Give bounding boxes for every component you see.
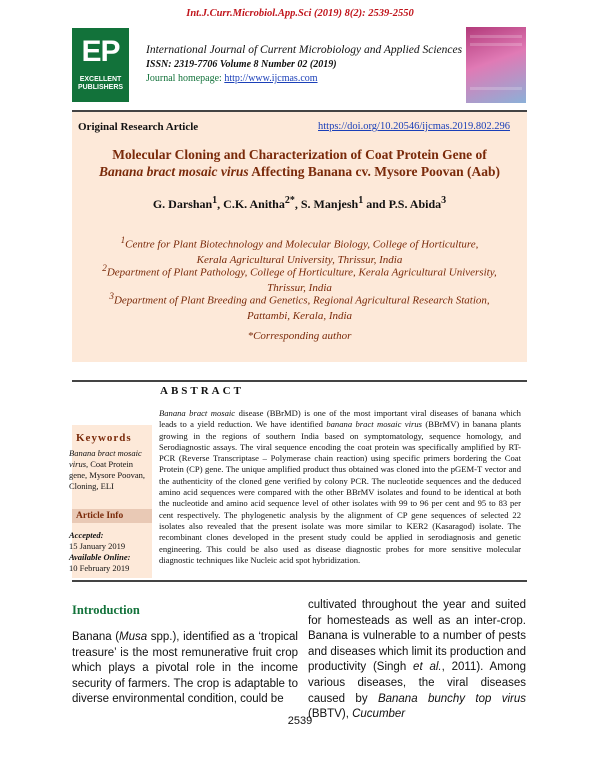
logo-text-2: PUBLISHERS bbox=[77, 84, 124, 91]
affiliation-3 bbox=[78, 289, 521, 324]
article-info-heading: Article Info bbox=[72, 509, 152, 523]
keyword-virus: Banana bract mosaic virus, bbox=[69, 448, 142, 469]
journal-title: International Journal of Current Microbiology and Applied Sciences bbox=[146, 44, 463, 56]
intro-segment: Banana ( bbox=[72, 631, 120, 643]
intro-column-left bbox=[72, 630, 298, 708]
abstract-segment: (BBrMV) in banana plants growing in the regions of southern India based on symptomatology, sequence homology, and Serodiagnostic assays. The viral sequence encoding the coat protein was specifically amplified by RT-PCR (Reverse Transcriptase – Polymerase chain reaction) using specific primers bordering the Coat Protein (CP) gene. The unique amplified product thus obtained was cloned into the pGEM-T vector and the authenticity of the cloned gene verified by colony PCR. The nucleotide sequences and the deduced amino acid sequences were compared with the other BBrMV isolates and found to be identical at both the nucleotide and amino acid sequence level of other isolates with 99 to 96 per cent and 95 to 83 per cent respectively. The phylogenetic analysis by the alignment of CP gene sequences of selected 22 isolates also revealed that the present isolate was more similar to KER2 (Kasaragod) isolate. The recombinant clones developed in the present study could be applied in serodiagnosis and genetic engineering. This could be also used as disease diagnostic probes for more sensitive molecular diagnostic techniques like Nucleic acid spot hybridization. bbox=[159, 419, 521, 565]
intro-segment: (BBTV), bbox=[308, 708, 353, 721]
author-sup: 1 bbox=[212, 195, 218, 206]
page-number: 2539 bbox=[287, 715, 313, 727]
intro-italic: Musa bbox=[119, 631, 148, 643]
abstract-italic: banana bract mosaic virus bbox=[326, 419, 422, 430]
online-date: 10 February 2019 bbox=[69, 563, 130, 573]
author-name: G. Darshan bbox=[152, 197, 213, 211]
abstract-heading: ABSTRACT bbox=[160, 385, 244, 397]
journal-homepage bbox=[146, 73, 318, 84]
affiliation-sup: 3 bbox=[109, 291, 114, 301]
affiliation-line: Kerala Agricultural University, Thrissur, India bbox=[196, 253, 403, 266]
abstract-text bbox=[159, 408, 521, 566]
doi-link[interactable]: https://doi.org/10.20546/ijcmas.2019.802.296 bbox=[318, 121, 511, 132]
affiliation-sup: 1 bbox=[120, 235, 126, 245]
author-sup: 2* bbox=[284, 195, 295, 206]
intro-italic: et al. bbox=[413, 661, 442, 674]
author-name: P.S. Abida bbox=[388, 197, 442, 211]
keywords-heading: Keywords bbox=[76, 432, 132, 444]
author-name: S. Manjesh bbox=[300, 197, 359, 211]
title-line-2-rest: Affecting Banana cv. Mysore Poovan (Aab) bbox=[248, 164, 501, 179]
intro-segment: spp.), identified as a ‘tropical treasure’ is the most remunerative fruit crop which plays a pivotal role in the income security of farmers. The crop is adaptable to diverse environmental condition, could be bbox=[72, 631, 298, 706]
keywords-list bbox=[69, 448, 149, 492]
author-list: G. Darshan$^1$, C.K. Anitha$^{2*}$, S. Manjesh$^1$ and P.S. Abida$^3$ bbox=[152, 195, 447, 211]
divider-middle bbox=[72, 380, 527, 382]
intro-italic: Cucumber bbox=[352, 708, 406, 721]
corresponding-author: *Corresponding author bbox=[247, 330, 352, 342]
affiliation-line: Department of Plant Breeding and Genetics, Regional Agricultural Research Station, bbox=[113, 294, 490, 307]
journal-reference: Int.J.Curr.Microbiol.App.Sci (2019) 8(2): 2539-2550 bbox=[186, 8, 414, 19]
intro-column-right bbox=[308, 598, 526, 723]
affiliation-sup: 2 bbox=[102, 263, 107, 273]
abstract-italic: Banana bract mosaic bbox=[159, 408, 236, 418]
affiliation-line: Department of Plant Pathology, College of Horticulture, Kerala Agricultural University, bbox=[106, 266, 497, 279]
accepted-date: 15 January 2019 bbox=[69, 541, 126, 551]
title-virus-name: Banana bract mosaic virus bbox=[98, 164, 249, 179]
intro-italic: Banana bunchy top virus bbox=[377, 692, 526, 705]
abstract-segment: disease (BBrMD) is one of the most important viral diseases of banana which leads to a yield reduction. We have identified bbox=[159, 408, 521, 430]
logo-letters: EP bbox=[81, 35, 120, 68]
divider-bottom bbox=[72, 580, 527, 582]
article-info bbox=[69, 530, 151, 574]
intro-segment: cultivated throughout the year and suited for homesteads as well as an inter-crop. Banana is vulnerable to a number of pests and diseases which limit its production and productivity (Singh bbox=[308, 599, 526, 674]
author-sup: 3 bbox=[441, 195, 447, 206]
intro-segment: , 2011). Among various diseases, the viral diseases caused by bbox=[308, 661, 526, 705]
accepted-label: Accepted: bbox=[69, 530, 104, 540]
issn-line: ISSN: 2319-7706 Volume 8 Number 02 (2019) bbox=[146, 59, 337, 70]
homepage-label: Journal homepage: bbox=[146, 73, 225, 84]
affiliation-line: Thrissur, India bbox=[267, 281, 332, 294]
author-name: C.K. Anitha bbox=[223, 197, 285, 211]
affiliation-line: Centre for Plant Biotechnology and Molecular Biology, College of Horticulture, bbox=[125, 238, 479, 251]
introduction-heading: Introduction bbox=[72, 603, 140, 617]
affiliation-line: Pattambi, Kerala, India bbox=[246, 309, 353, 322]
publisher-logo bbox=[72, 28, 129, 102]
author-sup: 1 bbox=[358, 195, 364, 206]
online-label: Available Online: bbox=[69, 552, 131, 562]
homepage-link[interactable]: http://www.ijcmas.com bbox=[224, 73, 318, 84]
article-title bbox=[78, 146, 521, 180]
keyword-rest: Coat Protein gene, Mysore Poovan, Cloning, ELI bbox=[69, 459, 146, 491]
logo-text-1: EXCELLENT bbox=[79, 76, 122, 83]
title-line-1: Molecular Cloning and Characterization of Coat Protein Gene of bbox=[112, 147, 487, 162]
journal-cover-image bbox=[466, 27, 526, 103]
article-type: Original Research Article bbox=[78, 121, 199, 133]
